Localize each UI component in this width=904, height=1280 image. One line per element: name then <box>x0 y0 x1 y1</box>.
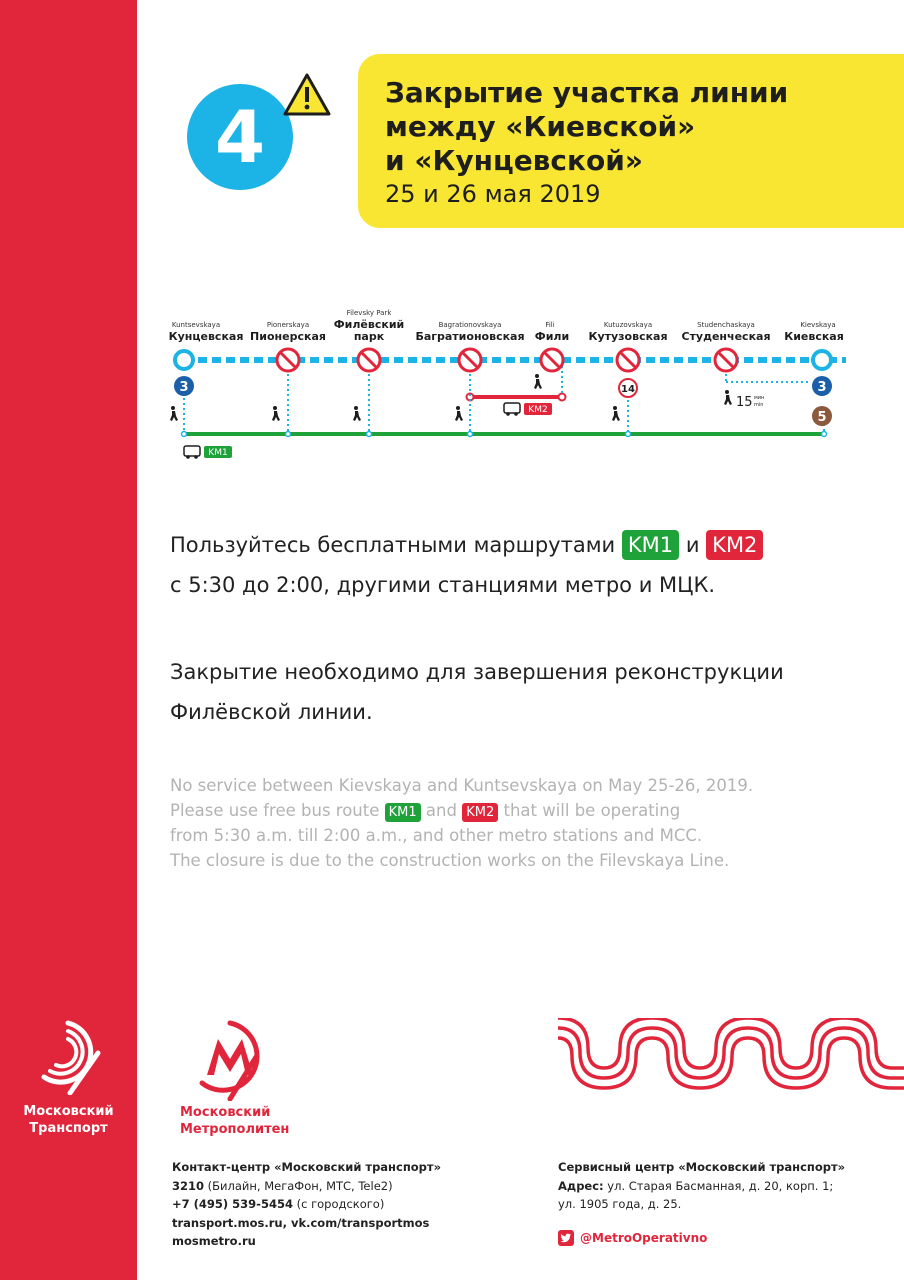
en-text: that will be operating <box>503 801 681 820</box>
en-line-3: from 5:30 a.m. till 2:00 a.m., and other metro stations and MCC. <box>170 826 703 845</box>
station-en: Studenchaskaya <box>697 321 755 329</box>
title-line-3: и «Кунцевской» <box>385 144 643 177</box>
contact-center-title: Контакт-центр «Московский транспорт» <box>172 1160 441 1174</box>
walking-person-icon <box>353 406 361 421</box>
route-stop <box>468 432 473 437</box>
closure-header <box>358 54 904 228</box>
route-stop <box>822 432 827 437</box>
ru-reason-line-2: Филёвской линии. <box>170 700 373 724</box>
bus-icon <box>184 446 200 459</box>
station-ru: Пионерская <box>250 330 326 343</box>
station-en: Pionerskaya <box>266 321 310 329</box>
ru-paragraph-reason <box>170 652 870 732</box>
station-en: Filevsky Park <box>346 309 392 317</box>
route-stop <box>367 432 372 437</box>
station-ru: Фили <box>534 330 570 343</box>
ru-routes-line-1 <box>170 525 870 565</box>
route-stop <box>626 432 631 437</box>
moscow-metro-logo <box>190 1017 270 1101</box>
ru-routes-line-2: с 5:30 до 2:00, другими станциями метро и МЦК. <box>170 573 716 597</box>
km1-badge: KM1 <box>385 803 421 822</box>
decorative-ornament <box>558 1018 904 1094</box>
mm-name-line-2: Метрополитен <box>180 1122 290 1137</box>
closed-station-icon <box>459 349 481 371</box>
service-address-label: Адрес: <box>558 1178 604 1193</box>
km2-badge: KM2 <box>706 530 763 560</box>
metro-website-link[interactable]: mosmetro.ru <box>172 1234 256 1248</box>
service-address-1: ул. Старая Басманная, д. 20, корп. 1; <box>607 1178 834 1193</box>
route-stop <box>182 432 187 437</box>
km2-map-label: KM2 <box>528 405 548 415</box>
closed-station-icon <box>715 349 737 371</box>
walk-unit-ru: мин <box>754 395 765 401</box>
station-ru: Кутузовская <box>588 330 668 343</box>
mcc-badge-number: 14 <box>621 384 635 395</box>
title-line-1: Закрытие участка линии <box>385 76 789 109</box>
line-4-badge: 4 <box>187 84 293 190</box>
walk-unit-en: min <box>754 402 764 408</box>
contact-phone[interactable]: +7 (495) 539-5454 <box>172 1197 293 1211</box>
km2-badge: KM2 <box>462 803 498 822</box>
walking-person-icon <box>272 406 280 421</box>
station-en: Bagrationovskaya <box>438 321 502 329</box>
ru-routes-text: Пользуйтесь бесплатными маршрутами <box>170 533 616 557</box>
walking-person-icon <box>724 390 732 405</box>
contact-center-info <box>172 1158 552 1251</box>
mm-name-line-1: Московский <box>180 1105 271 1120</box>
station-ru: Кунцевская <box>168 330 244 343</box>
en-and: and <box>425 801 457 820</box>
en-line-4: The closure is due to the construction works on the Filevskaya Line. <box>170 851 730 870</box>
station-en: Kuntsevskaya <box>171 321 221 329</box>
twitter-link[interactable] <box>558 1229 707 1247</box>
closed-station-icon <box>277 349 299 371</box>
line-5-label: 5 <box>817 410 827 425</box>
contact-short-note: (Билайн, МегаФон, МТС, Tele2) <box>207 1178 393 1193</box>
en-line-2 <box>170 798 870 823</box>
line-3-label: 3 <box>179 380 189 395</box>
mt-name-line-1: Московский <box>23 1104 114 1119</box>
station-en: Kutuzovskaya <box>603 321 653 329</box>
station-kuntsevskaya-marker <box>175 351 193 369</box>
moscow-transport-name <box>10 1103 127 1137</box>
line-map <box>160 300 860 470</box>
contact-short-number[interactable]: 3210 <box>172 1178 205 1193</box>
closed-station-icon <box>617 349 639 371</box>
en-text: Please use free bus route <box>170 801 380 820</box>
mt-name-line-2: Транспорт <box>29 1121 108 1136</box>
walking-person-icon <box>455 406 463 421</box>
service-center-info <box>558 1158 904 1214</box>
km1-badge: KM1 <box>622 530 679 560</box>
twitter-icon <box>558 1230 574 1246</box>
ru-reason-line-1: Закрытие необходимо для завершения реконструкции <box>170 660 784 684</box>
warning-icon <box>282 72 332 118</box>
km2-stop <box>559 394 566 401</box>
ru-paragraph-routes <box>170 525 870 605</box>
closure-date: 25 и 26 мая 2019 <box>385 180 601 208</box>
ru-and: и <box>685 533 700 557</box>
moscow-metro-name <box>180 1104 380 1138</box>
km1-map-label: KM1 <box>208 448 228 458</box>
en-paragraph <box>170 773 870 873</box>
line-3-label: 3 <box>817 380 827 395</box>
walking-person-icon <box>612 406 620 421</box>
station-ru: Киевская <box>784 330 844 343</box>
station-en: Kievskaya <box>800 321 836 329</box>
closed-station-icon <box>541 349 563 371</box>
station-kievskaya-marker <box>813 351 831 369</box>
en-line-1: No service between Kievskaya and Kuntsevskaya on May 25-26, 2019. <box>170 776 754 795</box>
station-ru: Филёвский <box>333 318 405 331</box>
bus-icon <box>504 403 520 416</box>
moscow-transport-logo <box>30 1015 106 1095</box>
service-address-2: ул. 1905 года, д. 25. <box>558 1197 682 1211</box>
closure-title <box>385 76 885 178</box>
contact-phone-note: (с городского) <box>296 1197 385 1211</box>
walking-person-icon <box>534 374 542 389</box>
walk-minutes: 15 <box>736 395 753 410</box>
service-center-title: Сервисный центр «Московский транспорт» <box>558 1160 846 1174</box>
station-en: Fili <box>545 321 555 329</box>
contact-website-links[interactable]: transport.mos.ru, vk.com/transportmos <box>172 1215 430 1230</box>
title-line-2: между «Киевской» <box>385 110 696 143</box>
station-ru: Студенческая <box>681 330 771 343</box>
closed-station-icon <box>358 349 380 371</box>
walking-person-icon <box>170 406 178 421</box>
station-ru: Багратионовская <box>415 330 525 343</box>
station-ru-2: парк <box>353 330 385 343</box>
twitter-handle[interactable]: @MetroOperativno <box>580 1231 708 1245</box>
route-stop <box>286 432 291 437</box>
